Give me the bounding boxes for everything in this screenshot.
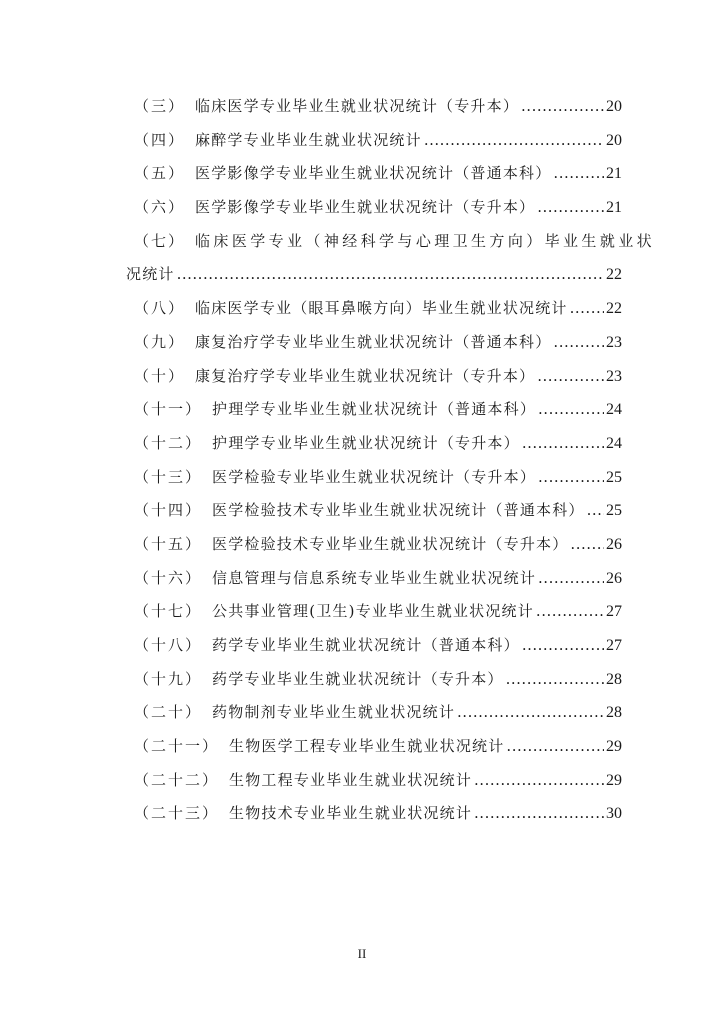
toc-entry[interactable]	[126, 730, 622, 764]
toc-entry-number: （四）	[134, 130, 186, 149]
toc-entry-number: （二十一）	[134, 737, 220, 756]
toc-entry-page: 29	[606, 771, 622, 789]
toc-entry[interactable]	[126, 797, 622, 831]
toc-leader-dots	[538, 393, 604, 427]
toc-leader-dots	[553, 326, 604, 360]
toc-entry-title: 生物医学工程专业毕业生就业状况统计	[229, 737, 505, 756]
toc-entry-title: 护理学专业毕业生就业状况统计（普通本科）	[212, 400, 537, 419]
toc-entry-page: 28	[606, 704, 622, 722]
toc-entry-number: （七）	[134, 231, 186, 250]
toc-entry-number: （十四）	[134, 501, 203, 520]
toc-entry-title: 临床医学专业（神经科学与心理卫生方向）毕业生就业状	[195, 231, 656, 250]
toc-leader-dots	[537, 191, 604, 225]
toc-entry-title: 医学检验技术专业毕业生就业状况统计（普通本科）	[212, 501, 585, 520]
toc-entry-number: （五）	[134, 164, 186, 183]
toc-entry-page: 21	[606, 165, 622, 183]
toc-leader-dots	[474, 764, 604, 798]
toc-leader-dots	[424, 124, 604, 158]
toc-entry-number: （十八）	[134, 636, 203, 654]
toc-leader-dots	[538, 461, 604, 495]
toc-entry-page: 21	[606, 199, 622, 217]
table-of-contents	[126, 90, 656, 831]
toc-entry-title: 药学专业毕业生就业状况统计（普通本科）	[212, 636, 520, 654]
toc-entry-number: （八）	[134, 299, 186, 318]
toc-entry-page: 20	[606, 98, 622, 115]
toc-entry-number: （十）	[134, 366, 186, 385]
toc-entry[interactable]	[126, 225, 656, 259]
toc-entry[interactable]	[126, 663, 622, 697]
toc-entry-page: 24	[606, 434, 622, 452]
toc-entry[interactable]	[126, 528, 622, 562]
toc-entry-title: 康复治疗学专业毕业生就业状况统计（专升本）	[195, 366, 536, 385]
toc-entry-title: 药学专业毕业生就业状况统计（专升本）	[212, 669, 504, 688]
toc-entry-number: （十七）	[134, 602, 203, 621]
toc-entry-title: 药物制剂专业毕业生就业状况统计	[212, 703, 456, 722]
toc-entry[interactable]	[126, 124, 622, 158]
toc-entry-number: （十二）	[134, 433, 203, 452]
toc-entry[interactable]	[126, 157, 622, 191]
toc-leader-dots	[522, 629, 604, 663]
toc-entry[interactable]	[126, 90, 622, 124]
toc-entry[interactable]	[126, 461, 622, 495]
toc-entry-number: （十六）	[134, 568, 203, 587]
toc-entry-number: （十九）	[134, 669, 203, 688]
toc-entry[interactable]	[126, 562, 622, 596]
toc-entry-number: （三）	[134, 97, 186, 115]
toc-entry-page: 26	[606, 569, 622, 587]
toc-entry-title: 医学影像学专业毕业生就业状况统计（普通本科）	[195, 164, 552, 183]
toc-leader-dots	[553, 157, 604, 191]
toc-entry[interactable]	[126, 764, 622, 798]
toc-entry-number: （九）	[134, 332, 186, 351]
toc-entry-page: 20	[606, 131, 622, 149]
toc-leader-dots	[506, 663, 604, 697]
toc-entry-page: 22	[606, 300, 622, 318]
toc-leader-dots	[474, 797, 604, 831]
toc-entry-page: 27	[606, 603, 622, 621]
toc-entry-number: （二十）	[134, 703, 203, 722]
toc-leader-dots	[522, 427, 604, 461]
toc-leader-dots	[538, 562, 604, 596]
toc-leader-dots	[521, 90, 604, 124]
toc-entry[interactable]	[126, 326, 622, 360]
toc-entry-page: 30	[606, 805, 622, 823]
toc-entry-continuation[interactable]	[126, 258, 622, 292]
toc-entry-title: 医学检验专业毕业生就业状况统计（专升本）	[212, 467, 537, 486]
toc-leader-dots	[177, 258, 604, 292]
toc-leader-dots	[506, 730, 604, 764]
toc-entry[interactable]	[126, 393, 622, 427]
toc-entry[interactable]	[126, 427, 622, 461]
toc-entry-title: 信息管理与信息系统专业毕业生就业状况统计	[212, 568, 537, 587]
toc-entry-number: （十五）	[134, 534, 203, 553]
toc-entry-page: 27	[606, 637, 622, 654]
toc-entry-page: 25	[606, 502, 622, 520]
toc-entry-page: 24	[606, 401, 622, 419]
toc-entry[interactable]	[126, 629, 622, 663]
toc-entry-title: 康复治疗学专业毕业生就业状况统计（普通本科）	[195, 332, 552, 351]
toc-entry-page: 23	[606, 367, 622, 385]
toc-entry-title-continuation: 况统计	[126, 265, 175, 284]
toc-entry-number: （二十三）	[134, 804, 220, 823]
toc-entry-title: 公共事业管理(卫生)专业毕业生就业状况统计	[212, 602, 534, 621]
toc-leader-dots	[537, 360, 604, 394]
toc-entry-page: 22	[606, 266, 622, 284]
toc-entry-title: 临床医学专业毕业生就业状况统计（专升本）	[195, 97, 520, 115]
toc-entry-page: 29	[606, 738, 622, 756]
toc-entry-page: 25	[606, 468, 622, 486]
toc-entry-number: （六）	[134, 198, 186, 217]
page-number-footer: II	[357, 946, 367, 961]
toc-entry[interactable]	[126, 595, 622, 629]
toc-entry-number: （十一）	[134, 400, 203, 419]
toc-entry[interactable]	[126, 360, 622, 394]
toc-entry-title: 麻醉学专业毕业生就业状况统计	[195, 130, 422, 149]
toc-entry-title: 临床医学专业（眼耳鼻喉方向）毕业生就业状况统计	[195, 299, 568, 318]
toc-leader-dots	[536, 595, 604, 629]
toc-entry-page: 28	[606, 670, 622, 688]
toc-leader-dots	[570, 292, 604, 326]
toc-leader-dots	[587, 494, 604, 528]
toc-entry[interactable]	[126, 696, 622, 730]
toc-entry[interactable]	[126, 494, 622, 528]
toc-entry[interactable]	[126, 292, 622, 326]
toc-entry-title: 护理学专业毕业生就业状况统计（专升本）	[212, 433, 520, 452]
toc-entry-title: 医学影像学专业毕业生就业状况统计（专升本）	[195, 198, 536, 217]
toc-entry-page: 26	[606, 535, 622, 553]
toc-entry-number: （十三）	[134, 467, 203, 486]
toc-entry-title: 生物技术专业毕业生就业状况统计	[229, 804, 473, 823]
toc-entry[interactable]	[126, 191, 622, 225]
toc-entry-title: 医学检验技术专业毕业生就业状况统计（专升本）	[212, 534, 569, 553]
toc-leader-dots	[457, 696, 604, 730]
toc-entry-title: 生物工程专业毕业生就业状况统计	[229, 770, 473, 789]
toc-entry-page: 23	[606, 333, 622, 351]
toc-entry-number: （二十二）	[134, 770, 220, 789]
toc-leader-dots	[570, 528, 604, 562]
